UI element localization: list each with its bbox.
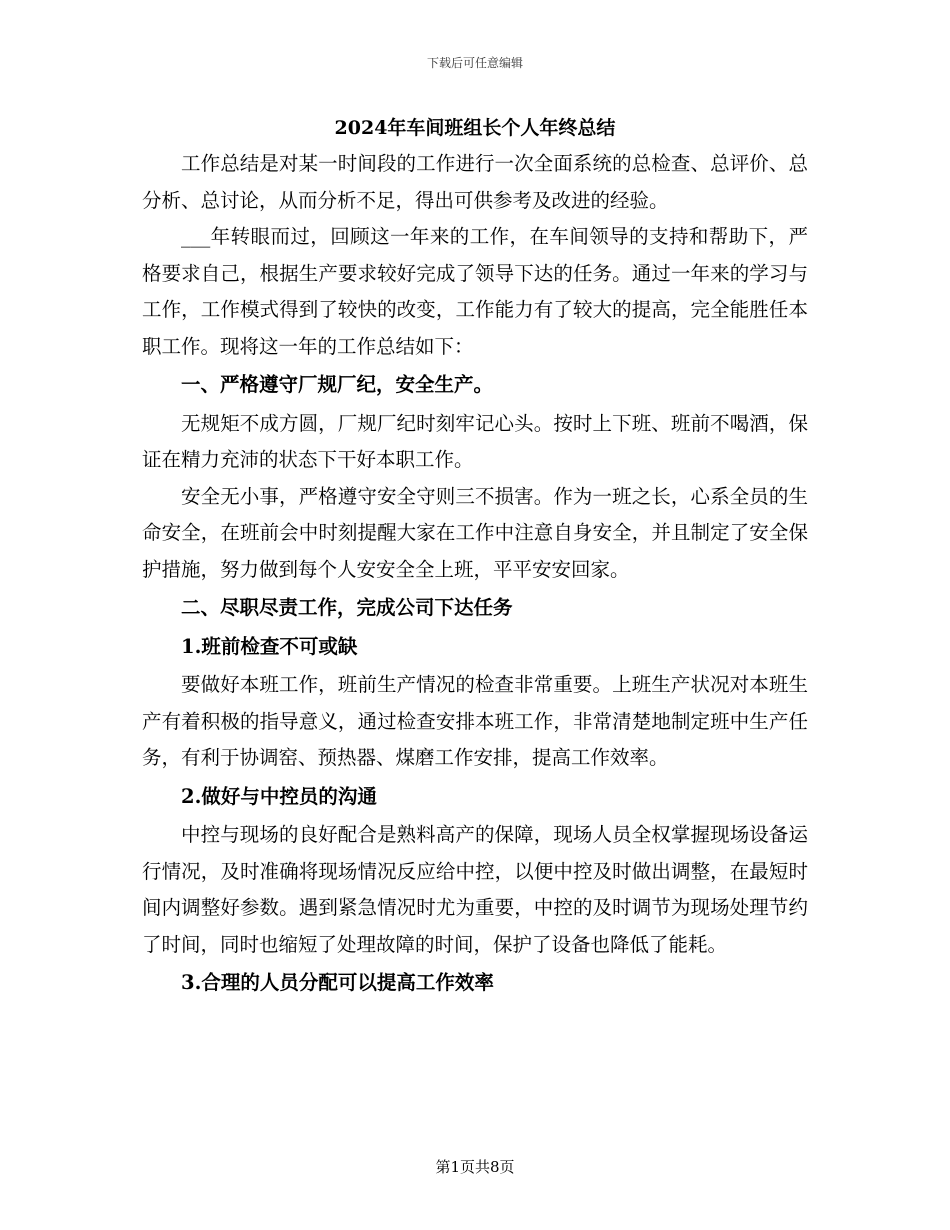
document-body	[142, 112, 808, 1004]
section-heading-1: 一、严格遵守厂规厂纪，安全生产。	[181, 373, 494, 396]
discipline-paragraph: 无规矩不成方圆，厂规厂纪时刻牢记心头。按时上下班、班前不喝酒，保证在精力充沛的状态下干好本职工作。	[142, 411, 808, 471]
header-note: 下载后可任意编辑	[426, 56, 523, 70]
pre-shift-check-paragraph: 要做好本班工作，班前生产情况的检查非常重要。上班生产状况对本班生产有着积极的指导意义，通过检查安排本班工作，非常清楚地制定班中生产任务，有利于协调窑、预热器、煤磨工作安排，提高工作效率。	[142, 673, 808, 769]
safety-paragraph: 安全无小事，严格遵守安全守则三不损害。作为一班之长，心系全员的生命安全，在班前会中时刻提醒大家在工作中注意自身安全，并且制定了安全保护措施，努力做到每个人安安全全上班，平平安安回家。	[142, 484, 808, 581]
page-footer: 第1页共8页	[435, 1158, 515, 1176]
document-title: 2024年车间班组长个人年终总结	[334, 117, 616, 139]
subheading-2-2: 2.做好与中控员的沟通	[181, 784, 377, 808]
section-heading-2: 二、尽职尽责工作，完成公司下达任务	[181, 596, 513, 619]
intro-paragraph: 工作总结是对某一时间段的工作进行一次全面系统的总检查、总评价、总分析、总讨论，从而分析不足，得出可供参考及改进的经验。	[142, 152, 808, 212]
communication-paragraph: 中控与现场的良好配合是熟料高产的保障，现场人员全权掌握现场设备运行情况，及时准确将现场情况反应给中控，以便中控及时做出调整，在最短时间内调整好参数。遇到紧急情况时尤为重要，中控的及时调节为现场处理节约了时间，同时也缩短了处理故障的时间，保护了设备也降低了能耗。	[142, 823, 808, 956]
overview-paragraph: ___年转眼而过，回顾这一年来的工作，在车间领导的支持和帮助下，严格要求自己，根据生产要求较好完成了领导下达的任务。通过一年来的学习与工作，工作模式得到了较快的改变，工作能力有了较大的提高，完全能胜任本职工作。现将这一年的工作总结如下：	[142, 225, 808, 358]
subheading-2-1: 1.班前检查不可或缺	[181, 634, 358, 658]
subheading-2-3: 3.合理的人员分配可以提高工作效率	[181, 971, 494, 994]
